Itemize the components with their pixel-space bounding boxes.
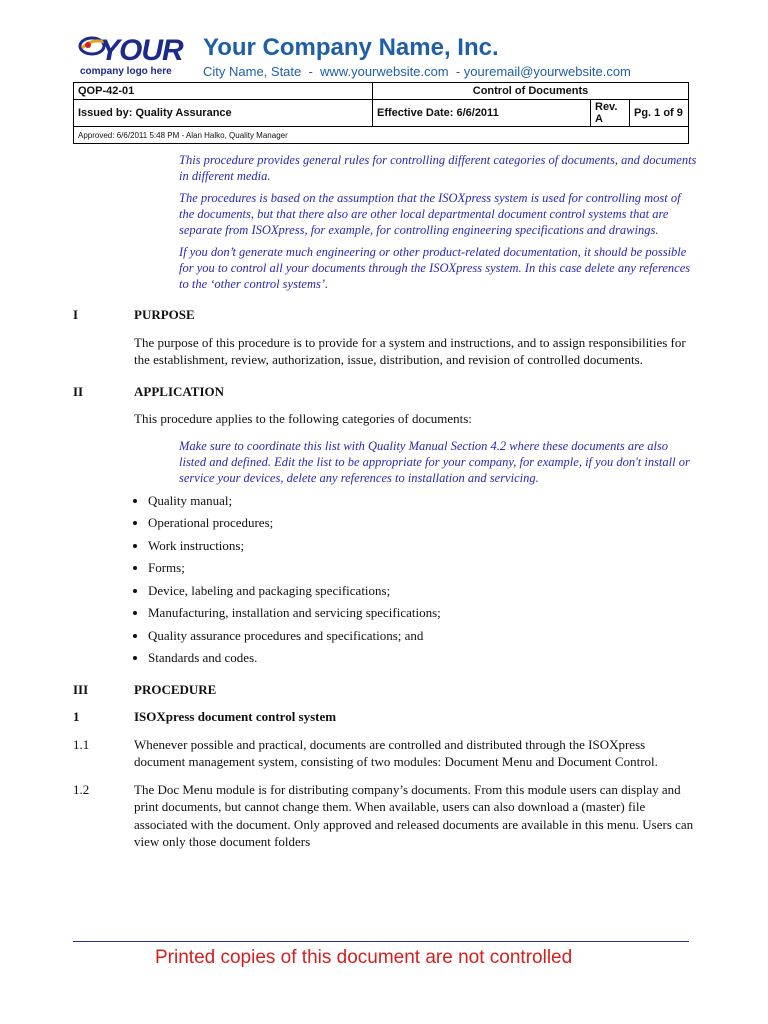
section-title: APPLICATION xyxy=(134,383,225,399)
section-heading-purpose xyxy=(73,306,698,324)
list-item: • Quality assurance procedures and specifications; and xyxy=(148,627,698,645)
company-name: Your Company Name, Inc. xyxy=(203,34,499,61)
issued-by: Issued by: Quality Assurance xyxy=(74,100,373,127)
list-item: • Work instructions; xyxy=(148,537,698,555)
logo-subtitle: company logo here xyxy=(80,66,172,77)
list-item: • Quality manual; xyxy=(148,492,698,510)
doc-title: Control of Documents xyxy=(373,83,689,100)
list-item: • Device, labeling and packaging specifications; xyxy=(148,582,698,600)
list-item: • Manufacturing, installation and servicing specifications; xyxy=(148,604,698,622)
section-heading-application xyxy=(73,383,698,401)
section-number: III xyxy=(73,681,89,697)
footer-divider xyxy=(73,941,689,942)
intro-note: This procedure provides general rules for controlling different categories of documents, and documents in different media. xyxy=(179,153,697,183)
list-item: • Operational procedures; xyxy=(148,514,698,532)
approval-line: Approved: 6/6/2011 5:48 PM - Alan Halko, Quality Manager xyxy=(74,127,689,144)
paragraph-number: 1.1 xyxy=(73,736,90,752)
purpose-text: The purpose of this procedure is to provide for a system and instructions, and to assign responsibilities for the establishment, review, authorization, issue, distribution, and revision of controlled documents. xyxy=(134,334,686,367)
application-text: This procedure applies to the following categories of documents: xyxy=(134,411,472,426)
subsection-number: 1 xyxy=(73,709,80,724)
intro-note: If you don’t generate much engineering or other product-related documentation, it should be possible for you to control all your documents through the ISOXpress system. In this case delete any references to the ‘other control systems’. xyxy=(179,245,691,291)
page-number: Pg. 1 of 9 xyxy=(630,100,689,127)
paragraph-text: The Doc Menu module is for distributing company’s documents. From this module users can display and print documents, but cannot change them. When available, users can also download a (master) file associated with the document. Only approved and released documents are available in this menu. Users can view only those document folders xyxy=(134,781,694,849)
section-title: PROCEDURE xyxy=(134,681,217,697)
application-note: Make sure to coordinate this list with Quality Manual Section 4.2 where these documents are also listed and defined. Edit the list to be appropriate for your company, for example, if you don't install or service your devices, delete any references to installation and servicing. xyxy=(179,438,690,485)
doc-code: QOP-42-01 xyxy=(74,83,373,100)
logo-text: YOUR xyxy=(100,34,183,67)
subsection-heading xyxy=(73,708,698,726)
document-header-table xyxy=(73,82,689,144)
document-category-list xyxy=(134,492,698,667)
paragraph-number: 1.2 xyxy=(73,781,90,797)
section-heading-procedure xyxy=(73,681,698,699)
list-item: • Forms; xyxy=(148,559,698,577)
section-number: I xyxy=(73,307,79,322)
paragraph-text: Whenever possible and practical, documents are controlled and distributed through the ISOXpress document management system, consisting of two modules: Document Menu and Document Control. xyxy=(134,736,658,769)
company-contact: City Name, State - www.yourwebsite.com - youremail@yourwebsite.com xyxy=(203,64,631,79)
document-body xyxy=(73,152,698,861)
effective-date: Effective Date: 6/6/2011 xyxy=(373,100,591,127)
numbered-paragraph xyxy=(73,781,698,851)
numbered-paragraph xyxy=(73,736,698,771)
revision: Rev. A xyxy=(591,100,630,127)
subsection-title: ISOXpress document control system xyxy=(134,709,337,724)
list-item: • Standards and codes. xyxy=(148,649,698,667)
footer-disclaimer: Printed copies of this document are not controlled xyxy=(155,947,573,968)
intro-note: The procedures is based on the assumption that the ISOXpress system is used for controlling most of the documents, but that there also are other local departmental document control systems that are separate from ISOXpress, for example, for controlling engineering specifications and drawings. xyxy=(179,191,681,237)
section-number: II xyxy=(73,383,84,399)
section-title: PURPOSE xyxy=(134,307,195,322)
